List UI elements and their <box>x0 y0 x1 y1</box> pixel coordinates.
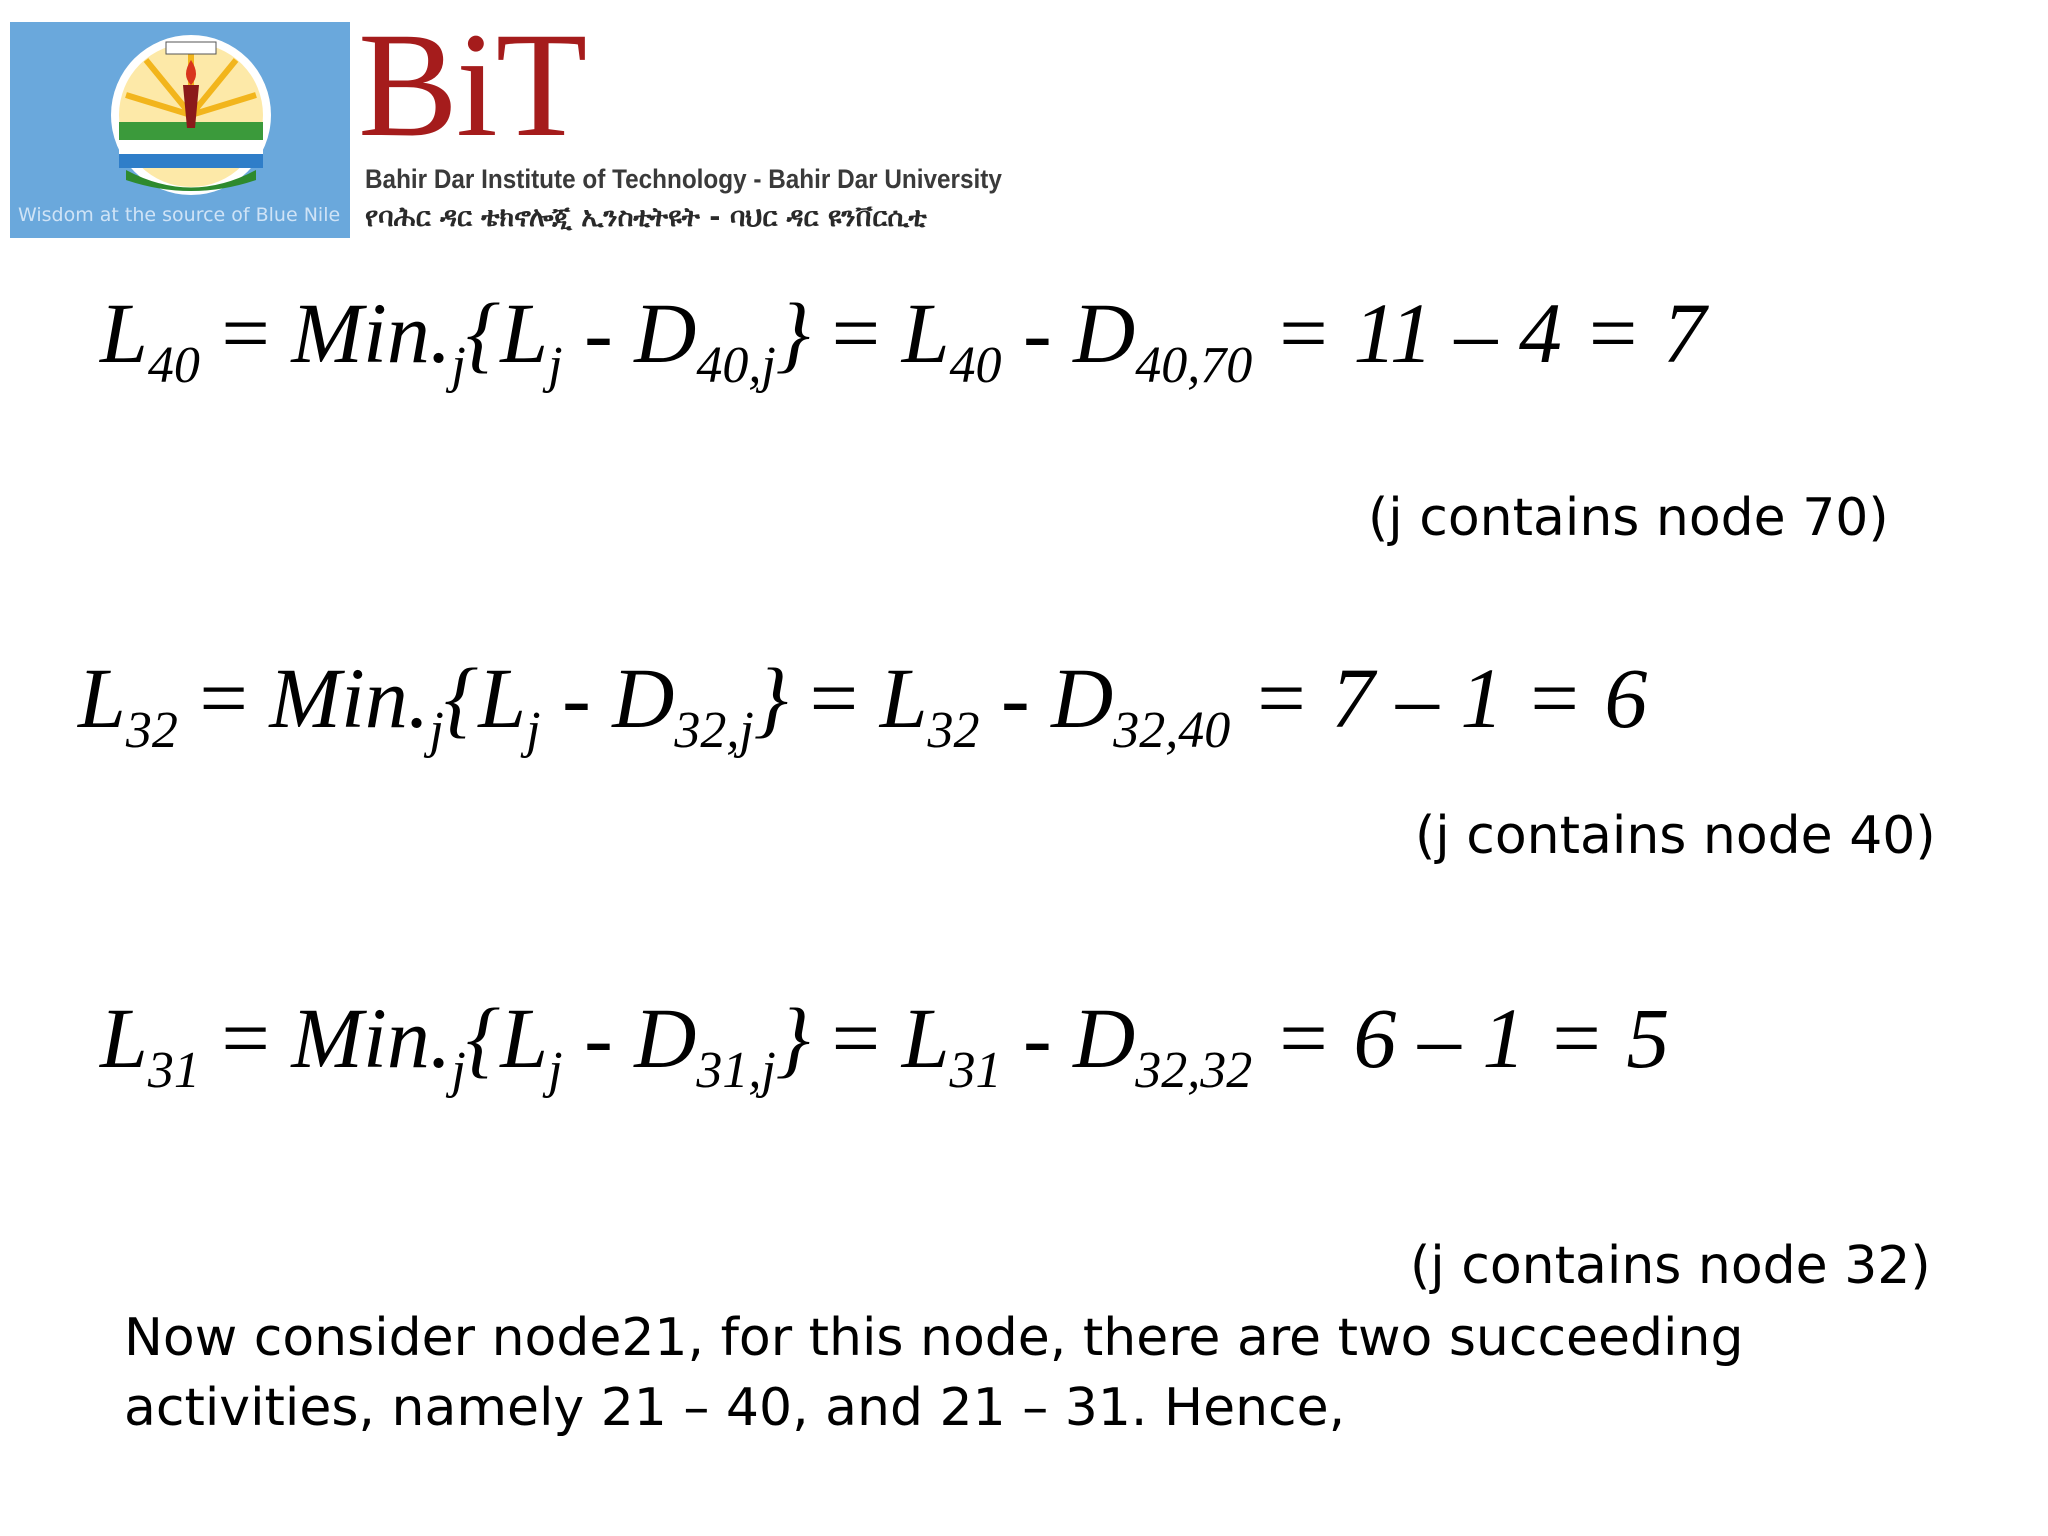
eq-rhs-l: L <box>901 285 950 381</box>
eq-min: Min. <box>291 990 452 1086</box>
paragraph-line-1: Now consider node21, for this node, there are two succeeding <box>124 1308 1744 1368</box>
eq-d-sub: 31,j <box>696 1041 776 1099</box>
eq-rhs-d-sub: 40,70 <box>1135 336 1253 394</box>
eq-lj-sub: j <box>548 1041 563 1099</box>
equation-l31: $L_{31} = Min._j\{L_j - D_{31,j}\} = L_{31} - D_{32,32} = 6 - 1 = 5$ <box>100 990 1670 1099</box>
eq-lj: L <box>500 285 549 381</box>
logo-tagline: Wisdom at the source of Blue Nile <box>18 204 341 226</box>
eq-rhs-l-sub: 40 <box>949 336 1002 394</box>
eq-result: = 6 – 1 = 5 <box>1273 990 1670 1086</box>
eq-rhs-d: D <box>1073 285 1136 381</box>
eq-lhs: L <box>100 990 148 1086</box>
eq-result: = 7 – 1 = 6 <box>1251 650 1648 746</box>
eq-d-sub: 40,j <box>696 336 776 394</box>
eq-lj: L <box>478 650 527 746</box>
equation-l40: $L_{40} = Min._j\{L_j - D_{40,j}\} = L_{40} - D_{40,70} = 11 - 4 = 7$ <box>100 285 1706 394</box>
eq-lj: L <box>500 990 549 1086</box>
eq-lhs: L <box>78 650 126 746</box>
eq-d: D <box>634 285 697 381</box>
eq-d: D <box>634 990 697 1086</box>
eq-lhs-sub: 40 <box>147 336 200 394</box>
eq-rhs-d-sub: 32,40 <box>1113 701 1231 759</box>
eq-lhs-sub: 31 <box>147 1041 200 1099</box>
note-node-32: (j contains node 32) <box>1410 1236 1931 1296</box>
note-node-70: (j contains node 70) <box>1368 488 1889 548</box>
eq-lj-sub: j <box>548 336 563 394</box>
eq-rhs-d: D <box>1073 990 1136 1086</box>
eq-lj-sub: j <box>526 701 541 759</box>
eq-rhs-l: L <box>901 990 950 1086</box>
eq-rhs-d-sub: 32,32 <box>1135 1041 1253 1099</box>
bit-brand-mark: BiT <box>358 2 586 168</box>
eq-min-sub: j <box>451 336 466 394</box>
eq-rhs-l: L <box>879 650 928 746</box>
header <box>10 2 1002 242</box>
body-paragraph <box>124 1303 1743 1443</box>
eq-result: = 11 – 4 = 7 <box>1273 285 1706 381</box>
eq-lhs: L <box>100 285 148 381</box>
eq-min: Min. <box>291 285 452 381</box>
note-node-40: (j contains node 40) <box>1415 806 1936 866</box>
eq-min-sub: j <box>429 701 444 759</box>
eq-min-sub: j <box>451 1041 466 1099</box>
eq-d-sub: 32,j <box>674 701 754 759</box>
institute-name-amharic: የባሕር ዳር ቴክኖሎጂ ኢንስቲትዩት - ባህር ዳር ዩንቨርሲቲ <box>365 202 927 233</box>
paragraph-line-2: activities, namely 21 – 40, and 21 – 31. Hence, <box>124 1378 1346 1438</box>
eq-rhs-l-sub: 32 <box>927 701 980 759</box>
eq-min: Min. <box>269 650 430 746</box>
eq-rhs-l-sub: 31 <box>949 1041 1002 1099</box>
university-seal-icon <box>106 30 276 200</box>
equation-l32: $L_{32} = Min._j\{L_j - D_{32,j}\} = L_{32} - D_{32,40} = 7 - 1 = 6$ <box>78 650 1648 759</box>
eq-d: D <box>612 650 675 746</box>
eq-lhs-sub: 32 <box>125 701 178 759</box>
institute-name-english: Bahir Dar Institute of Technology - Bahir Dar University <box>365 164 1002 194</box>
eq-rhs-d: D <box>1051 650 1114 746</box>
university-logo-panel <box>10 22 350 238</box>
